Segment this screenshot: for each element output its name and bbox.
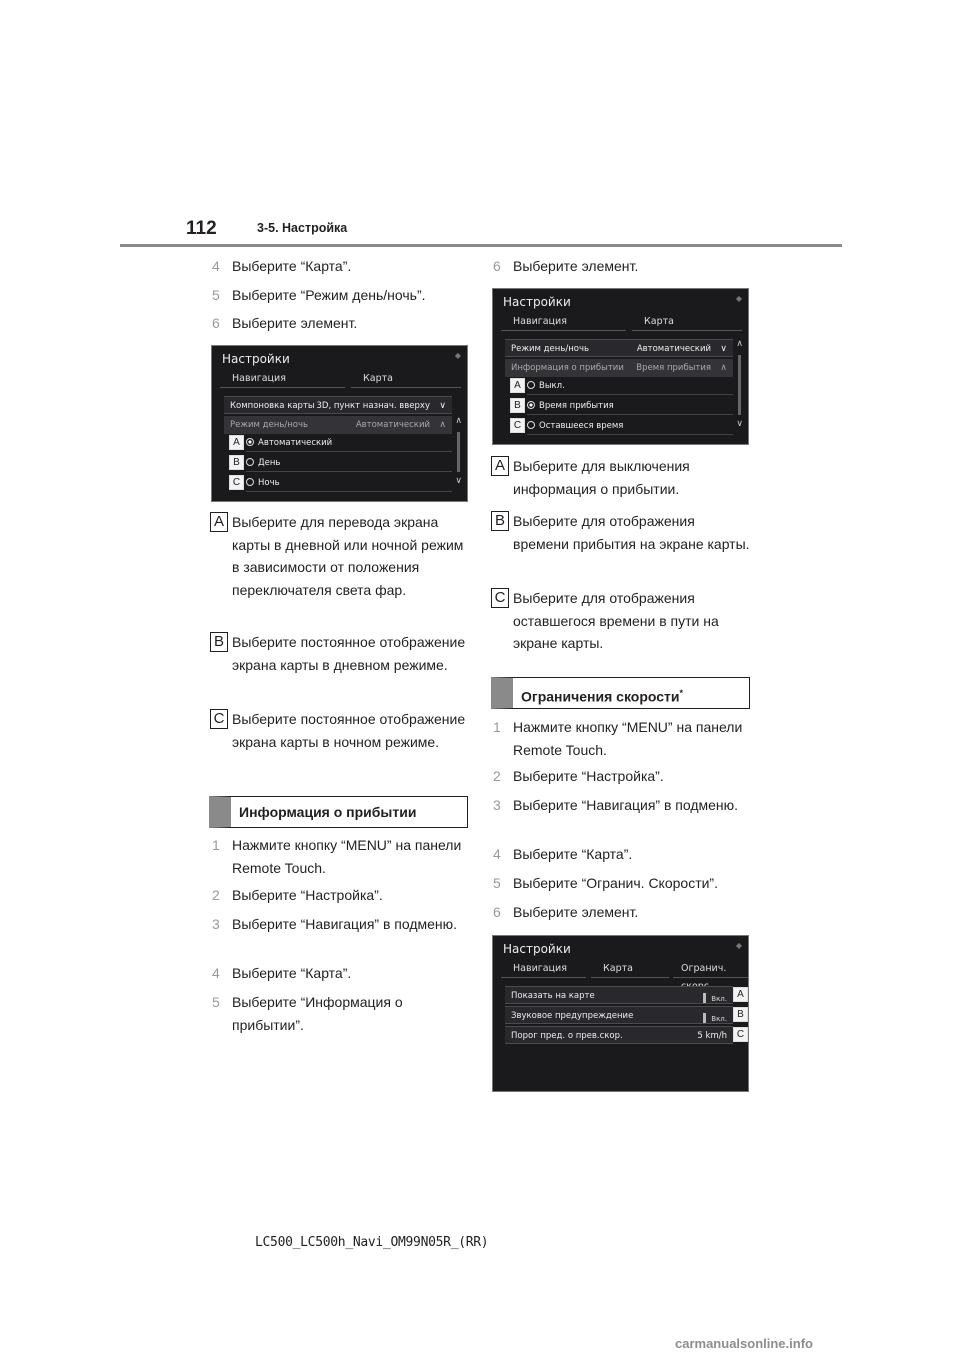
option-label: Время прибытия [539,401,614,411]
description-text: Выберите для выключения информация о прибытии. [513,458,690,497]
row-label: Режим день/ночь [511,344,589,354]
radio-icon [527,381,535,389]
radio-selected-icon [527,401,535,409]
option-label: Выкл. [539,381,565,391]
screenshot-speed-limits [492,935,749,1092]
callout-badge: A [210,512,228,532]
section-heading-arrival-info: Информация о прибытии [209,796,468,828]
step-number: 1 [212,837,220,853]
step-text: Выберите “Навигация” в подменю. [232,916,458,932]
step-number: 4 [212,965,220,981]
page-number: 112 [186,218,217,239]
callout-badge: C [210,709,228,729]
row-label: Информация о прибытии [511,363,624,373]
tab-map[interactable]: Карта [591,960,669,978]
radio-icon [246,458,254,466]
scroll-up-icon[interactable]: ∧ [736,339,743,349]
step-item [493,843,753,866]
step-item [212,312,472,335]
scroll-up-icon[interactable]: ∧ [455,416,462,426]
row-arrival-info[interactable] [505,359,733,377]
screen-title: Настройки [503,942,571,956]
chevron-up-icon: ∧ [720,363,727,373]
callout-badge: B [491,511,509,531]
step-number: 6 [493,258,501,274]
row-value: 5 km/h [697,1031,727,1041]
step-text: Выберите элемент. [232,315,358,331]
callout-badge: B [510,398,525,413]
screenshot-arrival-info [492,288,749,445]
document-code: LC500_LC500h_Navi_OM99N05R_(RR) [255,1235,489,1250]
step-text: Выберите элемент. [513,904,639,920]
signal-icon: ◆ [454,351,461,360]
row-label: Компоновка карты [230,401,315,411]
option-label: Оставшееся время [539,421,624,431]
step-text: Выберите “Карта”. [232,965,352,981]
step-text: Нажмите кнопку “MENU” на панели Remote Touch. [232,837,462,876]
option-remaining-time[interactable] [527,417,733,435]
step-item [212,284,472,307]
section-heading-text: Ограничения скорости [521,688,680,705]
step-number: 6 [493,904,501,920]
step-number: 6 [212,315,220,331]
callout-badge: A [229,435,244,450]
option-label: День [258,458,281,468]
tab-map[interactable]: Карта [351,370,461,388]
step-number: 5 [493,875,501,891]
radio-icon [246,478,254,486]
scrollbar[interactable] [738,355,741,415]
description-text: Выберите постоянное отображение экрана карты в ночном режиме. [232,711,466,750]
step-number: 3 [212,916,220,932]
row-label: Режим день/ночь [230,420,308,430]
step-number: 5 [212,994,220,1010]
step-number: 3 [493,797,501,813]
step-item [493,794,753,817]
scroll-down-icon[interactable]: ∨ [455,476,462,486]
callout-badge: A [510,378,525,393]
option-night[interactable] [246,474,452,492]
description-text: Выберите для перевода экрана карты в дневной или ночной режим в зависимости от положения переключателя света фар. [232,514,464,598]
step-text: Выберите “Огранич. Скорости”. [513,875,718,891]
tab-navigation[interactable]: Навигация [501,313,626,331]
callout-badge: B [733,1007,748,1022]
screen-title: Настройки [222,352,290,366]
step-item [493,765,753,788]
description-text: Выберите постоянное отображение экрана карты в дневном режиме. [232,634,466,673]
step-item [493,872,753,895]
row-value: Автоматический [355,420,430,430]
row-label: Порог пред. о прев.скор. [511,1031,623,1041]
step-item [493,255,753,278]
step-text: Выберите “Карта”. [232,258,352,274]
step-text: Нажмите кнопку “MENU” на панели Remote Touch. [513,719,743,758]
callout-badge: B [210,632,228,652]
footnote-mark: * [679,688,683,698]
row-show-on-map[interactable] [505,986,733,1004]
step-item [493,716,753,762]
chevron-down-icon: ∨ [720,344,727,354]
screenshot-day-night [211,345,468,502]
callout-badge: C [510,418,525,433]
callout-badge: A [733,987,748,1002]
row-day-night[interactable] [224,416,452,434]
option-day[interactable] [246,454,452,472]
chevron-down-icon: ∨ [439,401,446,411]
step-item [212,991,472,1037]
tab-navigation[interactable]: Навигация [220,370,345,388]
section-heading-speed-limits [491,677,750,709]
toggle-switch[interactable]: Вкл. [703,990,727,1008]
signal-icon: ◆ [735,941,742,950]
scroll-down-icon[interactable]: ∨ [736,419,743,429]
step-item [212,884,472,907]
row-value: Время прибытия [636,363,711,373]
row-sound-warning[interactable] [505,1006,733,1024]
row-label: Звуковое предупреждение [511,1011,634,1021]
callout-badge: A [491,456,509,476]
step-number: 2 [212,887,220,903]
step-text: Выберите “Навигация” в подменю. [513,797,739,813]
description-text: Выберите для отображения времени прибытия на экране карты. [513,513,750,552]
step-text: Выберите “Настройка”. [513,768,664,784]
step-text: Выберите “Режим день/ночь”. [232,287,426,303]
row-day-night[interactable] [505,339,733,357]
row-map-layout[interactable] [224,396,452,414]
callout-badge: C [733,1027,748,1042]
step-text: Выберите элемент. [513,258,639,274]
radio-selected-icon [246,438,254,446]
option-auto[interactable] [246,434,452,452]
step-number: 2 [493,768,501,784]
description-text: Выберите для отображения оставшегося времени в пути на экране карты. [513,590,719,651]
callout-badge: B [229,455,244,470]
radio-icon [527,421,535,429]
step-item [212,255,472,278]
row-value: 3D, пункт назнач. вверху [316,401,430,411]
tab-map[interactable]: Карта [632,313,742,331]
option-arrival-time[interactable] [527,397,733,415]
step-item [212,962,472,985]
step-item [212,913,472,936]
scrollbar[interactable] [457,432,460,472]
toggle-switch[interactable]: Вкл. [703,1010,727,1028]
step-number: 4 [212,258,220,274]
signal-icon: ◆ [735,294,742,303]
step-item [212,834,472,880]
option-label: Автоматический [258,438,333,448]
row-speed-threshold[interactable] [505,1026,733,1044]
step-text: Выберите “Настройка”. [232,887,383,903]
step-text: Выберите “Карта”. [513,846,633,862]
step-number: 4 [493,846,501,862]
option-label: Ночь [258,478,280,488]
option-off[interactable] [527,377,733,395]
screen-title: Настройки [503,295,571,309]
row-value: Автоматический [636,344,711,354]
step-number: 5 [212,287,220,303]
callout-badge: C [491,588,509,608]
chevron-up-icon: ∧ [439,420,446,430]
tab-navigation[interactable]: Навигация [501,960,586,978]
step-item [493,901,753,924]
watermark: carmanualsonline.info [675,1336,813,1351]
section-title: 3-5. Настройка [257,221,348,235]
step-number: 1 [493,719,501,735]
callout-badge: C [229,475,244,490]
step-text: Выберите “Информация о прибытии”. [232,994,403,1033]
row-label: Показать на карте [511,991,595,1001]
header-divider [120,244,842,247]
tab-speed-limit[interactable]: Огранич. [673,960,749,978]
